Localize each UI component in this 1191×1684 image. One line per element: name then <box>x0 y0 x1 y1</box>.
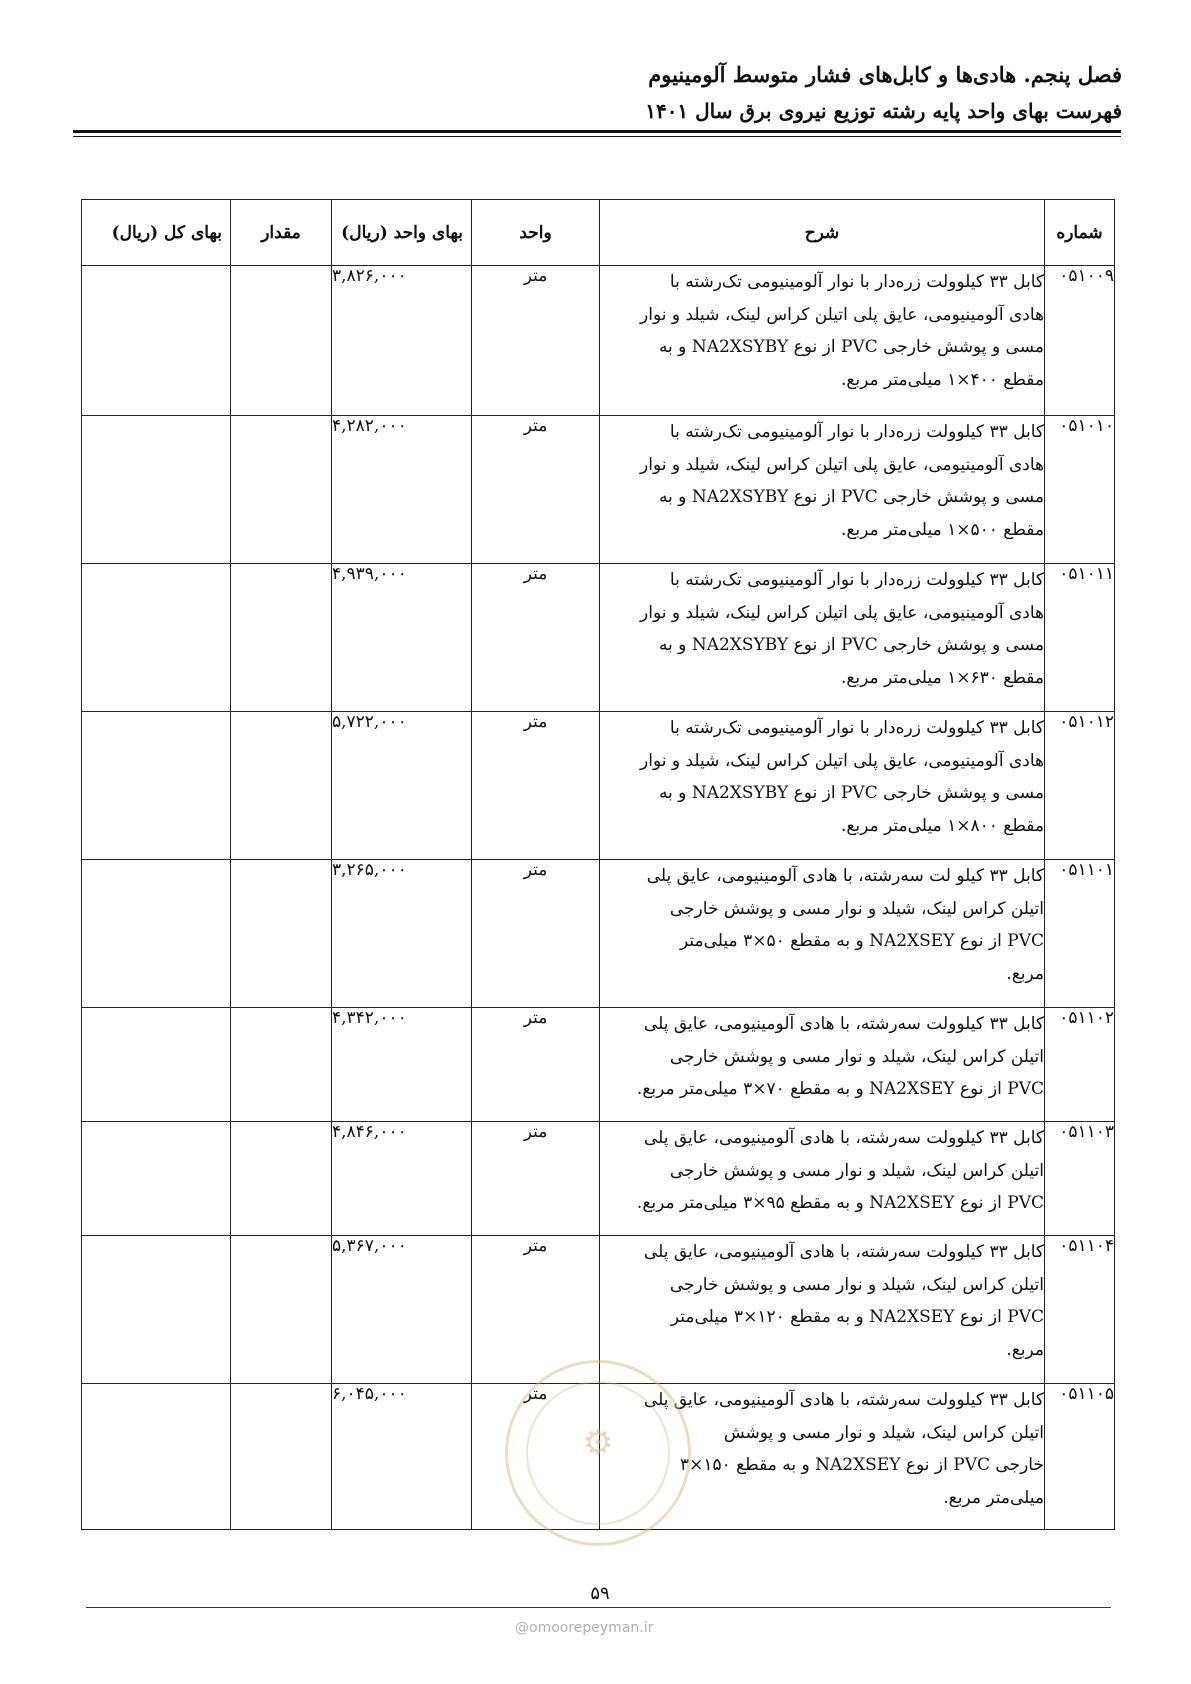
item-unit: متر <box>472 712 600 860</box>
table-row <box>82 712 1115 860</box>
item-quantity <box>231 860 332 1008</box>
table-row <box>82 860 1115 1008</box>
description-line: کابل ۳۳ کیلوولت سه‌رشته، با هادی آلومینیومی، عایق پلی <box>643 1128 1044 1148</box>
description-line: هادی آلومینیومی، عایق پلی اتیلن کراس لینک، شیلد و نوار <box>640 304 1044 325</box>
item-number: ۰۵۱۰۰۹ <box>1045 266 1115 416</box>
page-number: ۵۹ <box>590 1583 610 1604</box>
description-line: هادی آلومینیومی، عایق پلی اتیلن کراس لینک، شیلد و نوار <box>640 750 1044 771</box>
item-description <box>600 266 1045 416</box>
col-header-description: شرح <box>600 200 1045 266</box>
item-description <box>600 564 1045 712</box>
table-row <box>82 266 1115 416</box>
item-number: ۰۵۱۰۱۱ <box>1045 564 1115 712</box>
description-line: مسی و پوشش خارجی PVC از نوع NA2XSYBY و به <box>658 487 1044 507</box>
description-line: میلی‌متر مربع. <box>943 1487 1044 1508</box>
col-header-unit: واحد <box>472 200 600 266</box>
item-unit: متر <box>472 266 600 416</box>
item-unit: متر <box>472 1236 600 1384</box>
description-line: اتیلن کراس لینک، شیلد و نوار مسی و پوشش خارجی <box>669 898 1044 919</box>
item-unit: متر <box>472 416 600 564</box>
item-unit: متر <box>472 564 600 712</box>
description-line: کابل ۳۳ کیلو لت سه‌رشته، با هادی آلومینیومی، عایق پلی <box>646 866 1044 886</box>
description-line: مربع. <box>1006 963 1044 984</box>
item-description <box>600 1122 1045 1236</box>
item-total-price <box>82 416 231 564</box>
item-quantity <box>231 712 332 860</box>
description-line: مسی و پوشش خارجی PVC از نوع NA2XSYBY و به <box>658 783 1044 803</box>
item-unit: متر <box>472 1122 600 1236</box>
item-unit-price: ۳,۸۲۶,۰۰۰ <box>332 266 472 416</box>
item-total-price <box>82 860 231 1008</box>
item-unit-price: ۴,۸۴۶,۰۰۰ <box>332 1122 472 1236</box>
item-quantity <box>231 1236 332 1384</box>
description-line: اتیلن کراس لینک، شیلد و نوار مسی و پوشش خارجی <box>669 1046 1044 1067</box>
item-total-price <box>82 1384 231 1530</box>
item-number: ۰۵۱۰۱۰ <box>1045 416 1115 564</box>
description-line: مقطع ۴۰۰×۱ میلی‌متر مربع. <box>840 369 1044 390</box>
item-total-price <box>82 712 231 860</box>
item-unit-price: ۵,۷۲۲,۰۰۰ <box>332 712 472 860</box>
col-header-quantity: مقدار <box>231 200 332 266</box>
item-number: ۰۵۱۰۱۲ <box>1045 712 1115 860</box>
item-description <box>600 860 1045 1008</box>
description-line: مقطع ۵۰۰×۱ میلی‌متر مربع. <box>840 519 1044 540</box>
item-unit: متر <box>472 860 600 1008</box>
description-line: اتیلن کراس لینک، شیلد و نوار مسی و پوشش <box>723 1422 1044 1443</box>
footer-rule <box>86 1607 1111 1608</box>
item-number: ۰۵۱۱۰۲ <box>1045 1008 1115 1122</box>
page-header <box>645 60 1122 126</box>
description-line: اتیلن کراس لینک، شیلد و نوار مسی و پوشش خارجی <box>669 1274 1044 1295</box>
description-line: مسی و پوشش خارجی PVC از نوع NA2XSYBY و به <box>658 635 1044 655</box>
item-unit-price: ۳,۲۶۵,۰۰۰ <box>332 860 472 1008</box>
description-line: خارجی PVC از نوع NA2XSEY و به مقطع ۱۵۰×۳ <box>679 1455 1044 1475</box>
item-number: ۰۵۱۱۰۳ <box>1045 1122 1115 1236</box>
item-unit: متر <box>472 1384 600 1530</box>
description-line: مقطع ۸۰۰×۱ میلی‌متر مربع. <box>840 815 1044 836</box>
item-total-price <box>82 1122 231 1236</box>
description-line: اتیلن کراس لینک، شیلد و نوار مسی و پوشش خارجی <box>669 1160 1044 1181</box>
item-quantity <box>231 1122 332 1236</box>
description-line: مسی و پوشش خارجی PVC از نوع NA2XSYBY و به <box>658 337 1044 357</box>
table-header-row <box>82 200 1115 266</box>
description-line: هادی آلومینیومی، عایق پلی اتیلن کراس لینک، شیلد و نوار <box>640 602 1044 623</box>
description-line: PVC از نوع NA2XSEY و به مقطع ۹۵×۳ میلی‌متر مربع. <box>636 1193 1044 1213</box>
item-description <box>600 1008 1045 1122</box>
item-total-price <box>82 1236 231 1384</box>
description-line: مقطع ۶۳۰×۱ میلی‌متر مربع. <box>840 667 1044 688</box>
item-number: ۰۵۱۱۰۵ <box>1045 1384 1115 1530</box>
item-description <box>600 1384 1045 1530</box>
item-unit-price: ۵,۳۶۷,۰۰۰ <box>332 1236 472 1384</box>
description-line: PVC از نوع NA2XSEY و به مقطع ۷۰×۳ میلی‌متر مربع. <box>636 1079 1044 1099</box>
item-total-price <box>82 564 231 712</box>
item-unit-price: ۴,۹۳۹,۰۰۰ <box>332 564 472 712</box>
description-line: کابل ۳۳ کیلوولت سه‌رشته، با هادی آلومینیومی، عایق پلی <box>643 1390 1044 1410</box>
description-line: هادی آلومینیومی، عایق پلی اتیلن کراس لینک، شیلد و نوار <box>640 454 1044 475</box>
item-unit-price: ۴,۳۴۲,۰۰۰ <box>332 1008 472 1122</box>
table-row <box>82 416 1115 564</box>
website-watermark: @omoorepeyman.ir <box>515 1620 654 1636</box>
item-total-price <box>82 1008 231 1122</box>
table-row <box>82 1008 1115 1122</box>
description-line: کابل ۳۳ کیلوولت زره‌دار با نوار آلومینیومی تک‌رشته با <box>669 570 1044 590</box>
item-description <box>600 712 1045 860</box>
item-description <box>600 416 1045 564</box>
item-number: ۰۵۱۱۰۴ <box>1045 1236 1115 1384</box>
document-title: فهرست بهای واحد پایه رشته توزیع نیروی برق سال ۱۴۰۱ <box>645 99 1122 123</box>
description-line: PVC از نوع NA2XSEY و به مقطع ۱۲۰×۳ میلی‌متر <box>670 1307 1044 1327</box>
description-line: کابل ۳۳ کیلوولت زره‌دار با نوار آلومینیومی تک‌رشته با <box>669 718 1044 738</box>
item-quantity <box>231 416 332 564</box>
item-unit-price: ۶,۰۴۵,۰۰۰ <box>332 1384 472 1530</box>
item-quantity <box>231 266 332 416</box>
item-quantity <box>231 1008 332 1122</box>
header-rule-thin <box>73 136 1121 137</box>
description-line: کابل ۳۳ کیلوولت سه‌رشته، با هادی آلومینیومی، عایق پلی <box>643 1242 1044 1262</box>
col-header-number: شماره <box>1045 200 1115 266</box>
table-row <box>82 1122 1115 1236</box>
gear-icon: ⚙ <box>582 1423 614 1463</box>
table-row <box>82 1236 1115 1384</box>
description-line: کابل ۳۳ کیلوولت زره‌دار با نوار آلومینیومی تک‌رشته با <box>669 422 1044 442</box>
item-number: ۰۵۱۱۰۱ <box>1045 860 1115 1008</box>
description-line: PVC از نوع NA2XSEY و به مقطع ۵۰×۳ میلی‌متر <box>680 931 1044 951</box>
item-quantity <box>231 564 332 712</box>
item-unit: متر <box>472 1008 600 1122</box>
chapter-title: فصل پنجم. هادی‌ها و کابل‌های فشار متوسط آلومینیوم <box>648 62 1122 87</box>
item-total-price <box>82 266 231 416</box>
header-rule-thick <box>73 130 1121 133</box>
price-table <box>81 199 1115 1530</box>
col-header-unit-price: بهای واحد (ریال) <box>332 200 472 266</box>
col-header-total-price: بهای کل (ریال) <box>82 200 231 266</box>
description-line: کابل ۳۳ کیلوولت سه‌رشته، با هادی آلومینیومی، عایق پلی <box>643 1014 1044 1034</box>
item-quantity <box>231 1384 332 1530</box>
item-unit-price: ۴,۲۸۲,۰۰۰ <box>332 416 472 564</box>
table-row <box>82 564 1115 712</box>
table-row <box>82 1384 1115 1530</box>
item-description <box>600 1236 1045 1384</box>
description-line: کابل ۳۳ کیلوولت زره‌دار با نوار آلومینیومی تک‌رشته با <box>669 272 1044 292</box>
description-line: مربع. <box>1006 1339 1044 1360</box>
